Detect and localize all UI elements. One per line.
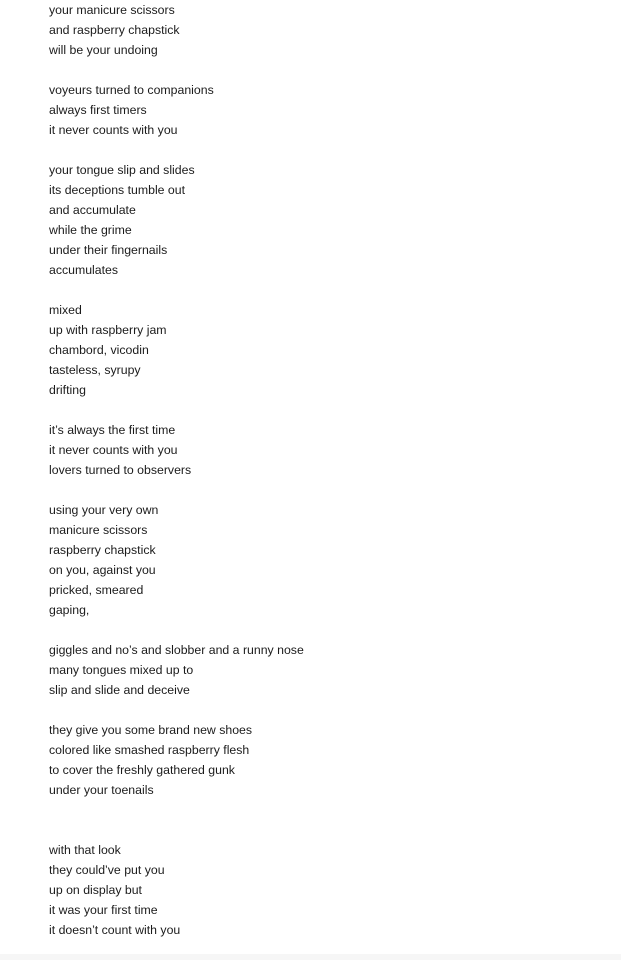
stanza-break bbox=[49, 700, 589, 720]
poem-line: voyeurs turned to companions bbox=[49, 83, 214, 97]
poem-line: and raspberry chapstick bbox=[49, 23, 180, 37]
poem-line: always first timers bbox=[49, 103, 147, 117]
stanza-8 bbox=[49, 720, 589, 800]
poem-line: many tongues mixed up to bbox=[49, 663, 194, 677]
poem-line: they give you some brand new shoes bbox=[49, 723, 253, 737]
stanza-break bbox=[49, 620, 589, 640]
poem-line: accumulates bbox=[49, 263, 119, 277]
poem-line: giggles and no’s and slobber and a runny nose bbox=[49, 643, 304, 657]
poem-text bbox=[49, 0, 589, 940]
poem-line: under your toenails bbox=[49, 783, 154, 797]
poem-line: it’s always the first time bbox=[49, 423, 176, 437]
stanza-break bbox=[49, 140, 589, 160]
poem-line: its deceptions tumble out bbox=[49, 183, 186, 197]
stanza-6 bbox=[49, 500, 589, 620]
poem-line: your manicure scissors bbox=[49, 3, 175, 17]
stanza-break bbox=[49, 800, 589, 840]
poem-line: with that look bbox=[49, 843, 121, 857]
poem-line: lovers turned to observers bbox=[49, 463, 192, 477]
poem-line: to cover the freshly gathered gunk bbox=[49, 763, 235, 777]
poem-line: up with raspberry jam bbox=[49, 323, 167, 337]
poem-line: under their fingernails bbox=[49, 243, 168, 257]
poem-line: pricked, smeared bbox=[49, 583, 144, 597]
poem-line: it never counts with you bbox=[49, 123, 178, 137]
poem-line: your tongue slip and slides bbox=[49, 163, 195, 177]
poem-line: they could’ve put you bbox=[49, 863, 165, 877]
poem-line: tasteless, syrupy bbox=[49, 363, 141, 377]
poem-line: it never counts with you bbox=[49, 443, 178, 457]
poem-line: while the grime bbox=[49, 223, 132, 237]
poem-line: slip and slide and deceive bbox=[49, 683, 190, 697]
stanza-1 bbox=[49, 0, 589, 60]
poem-line: it doesn’t count with you bbox=[49, 923, 181, 937]
stanza-7 bbox=[49, 640, 589, 700]
poem-line: raspberry chapstick bbox=[49, 543, 156, 557]
stanza-5 bbox=[49, 420, 589, 480]
stanza-break bbox=[49, 280, 589, 300]
stanza-2 bbox=[49, 80, 589, 140]
poem-line: up on display but bbox=[49, 883, 142, 897]
stanza-break bbox=[49, 400, 589, 420]
poem-line: drifting bbox=[49, 383, 86, 397]
poem-line: chambord, vicodin bbox=[49, 343, 149, 357]
poem-line: mixed bbox=[49, 303, 82, 317]
poem-line: on you, against you bbox=[49, 563, 156, 577]
stanza-4 bbox=[49, 300, 589, 400]
poem-line: colored like smashed raspberry flesh bbox=[49, 743, 250, 757]
poem-line: gaping, bbox=[49, 603, 90, 617]
poem-line: will be your undoing bbox=[49, 43, 158, 57]
bottom-edge bbox=[0, 954, 621, 960]
stanza-break bbox=[49, 480, 589, 500]
stanza-break bbox=[49, 60, 589, 80]
stanza-9 bbox=[49, 840, 589, 940]
stanza-3 bbox=[49, 160, 589, 280]
poem-line: manicure scissors bbox=[49, 523, 148, 537]
poem-line: using your very own bbox=[49, 503, 159, 517]
poem-line: and accumulate bbox=[49, 203, 136, 217]
poem-line: it was your first time bbox=[49, 903, 158, 917]
